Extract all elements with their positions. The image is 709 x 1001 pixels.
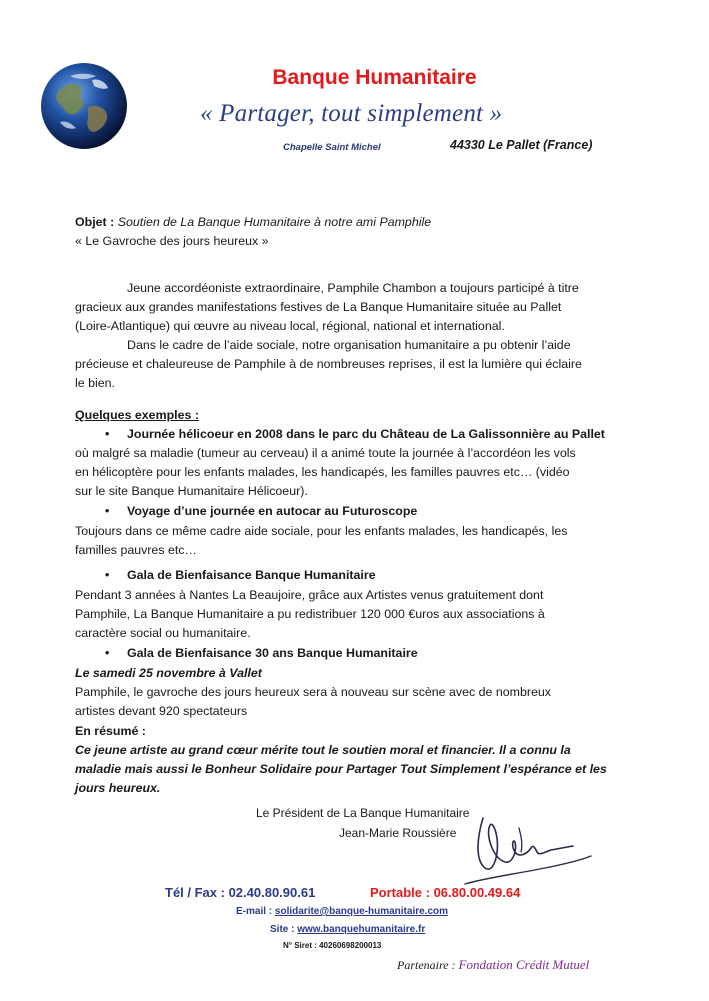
- phone-fax: Tél / Fax : 02.40.80.90.61: [165, 885, 316, 900]
- mobile-phone: Portable : 06.80.00.49.64: [370, 885, 521, 900]
- summary-line: jours heureux.: [75, 781, 161, 795]
- example-text: [75, 444, 576, 501]
- paragraph-line: Dans le cadre de l’aide sociale, notre organisation humanitaire a pu obtenir l’aide: [127, 338, 571, 352]
- paragraph-line: (Loire-Atlantique) qui œuvre au niveau local, régional, national et international.: [75, 319, 505, 333]
- slogan: « Partager, tout simplement »: [200, 100, 503, 127]
- examples-heading: Quelques exemples :: [75, 408, 199, 422]
- organization-name: Banque Humanitaire: [272, 66, 477, 89]
- example-line: caractère social ou humanitaire.: [75, 626, 251, 640]
- subject-text: Soutien de La Banque Humanitaire à notre ami Pamphile: [117, 215, 432, 229]
- example-title: • Voyage d’une journée en autocar au Futuroscope: [75, 502, 417, 521]
- example-line: Pendant 3 années à Nantes La Beaujoire, grâce aux Artistes venus gratuitement dont: [75, 588, 544, 602]
- example-line: Toujours dans ce même cadre aide sociale, pour les enfants malades, les handicapés, les: [75, 524, 568, 538]
- website-line: [270, 924, 425, 935]
- partner-name: Fondation Crédit Mutuel: [458, 957, 590, 972]
- example-line: Pamphile, le gavroche des jours heureux sera à nouveau sur scène avec de nombreux: [75, 685, 551, 699]
- example-title: • Gala de Bienfaisance Banque Humanitaire: [75, 566, 376, 585]
- siret-number: N° Siret : 40260698200013: [283, 941, 382, 950]
- paragraph-line: Jeune accordéoniste extraordinaire, Pamphile Chambon a toujours participé à titre: [127, 281, 579, 295]
- event-date: Le samedi 25 novembre à Vallet: [75, 666, 262, 680]
- summary-heading: En résumé :: [75, 724, 146, 738]
- example-text: [75, 522, 567, 560]
- example-text: [75, 586, 545, 643]
- paragraph-line: le bien.: [75, 376, 115, 390]
- example-line: sur le site Banque Humanitaire Hélicoeur).: [75, 484, 308, 498]
- email-label: E-mail :: [236, 906, 275, 917]
- paragraph-line: précieuse et chaleureuse de Pamphile à de nombreuses reprises, il est la lumière qui éclaire: [75, 357, 582, 371]
- postal-address: 44330 Le Pallet (France): [450, 138, 593, 152]
- example-title: • Gala de Bienfaisance 30 ans Banque Humanitaire: [75, 644, 418, 663]
- website-label: Site :: [270, 924, 298, 935]
- website-link[interactable]: www.banquehumanitaire.fr: [297, 924, 426, 935]
- email-line: [236, 906, 448, 917]
- example-line: familles pauvres etc…: [75, 543, 197, 557]
- email-link[interactable]: solidarite@banque-humanitaire.com: [274, 906, 449, 917]
- summary-text: [75, 741, 607, 798]
- paragraph-line: gracieux aux grandes manifestations festives de La Banque Humanitaire située au Pallet: [75, 300, 562, 314]
- partner-label: Partenaire :: [397, 958, 459, 972]
- signatory-name: Jean-Marie Roussière: [339, 826, 457, 840]
- example-text: [75, 683, 551, 721]
- example-line: artistes devant 920 spectateurs: [75, 704, 248, 718]
- example-title: • Journée hélicoeur en 2008 dans le parc du Château de La Galissonnière au Pallet: [75, 425, 605, 444]
- signatory-title: Le Président de La Banque Humanitaire: [256, 806, 470, 820]
- chapelle-name: Chapelle Saint Michel: [283, 142, 381, 153]
- summary-line: Ce jeune artiste au grand cœur mérite tout le soutien moral et financier. Il a connu la: [75, 743, 571, 757]
- intro-paragraph: [75, 279, 635, 393]
- summary-line: maladie mais aussi le Bonheur Solidaire pour Partager Tout Simplement l’espérance et les: [75, 762, 607, 776]
- example-line: Pamphile, La Banque Humanitaire a pu redistribuer 120 000 €uros aux associations à: [75, 607, 545, 621]
- subject-line: [75, 213, 431, 232]
- example-line: en hélicoptère pour les enfants malades, les handicapés, les familles pauvres etc… (vidéo: [75, 465, 570, 479]
- example-line: où malgré sa maladie (tumeur au cerveau) il a animé toute la journée à l’accordéon les vols: [75, 446, 576, 460]
- subject-subtitle: « Le Gavroche des jours heureux »: [75, 234, 269, 248]
- handwritten-signature: [455, 798, 595, 898]
- subject-label: Objet :: [75, 215, 115, 229]
- partner-line: [397, 957, 589, 973]
